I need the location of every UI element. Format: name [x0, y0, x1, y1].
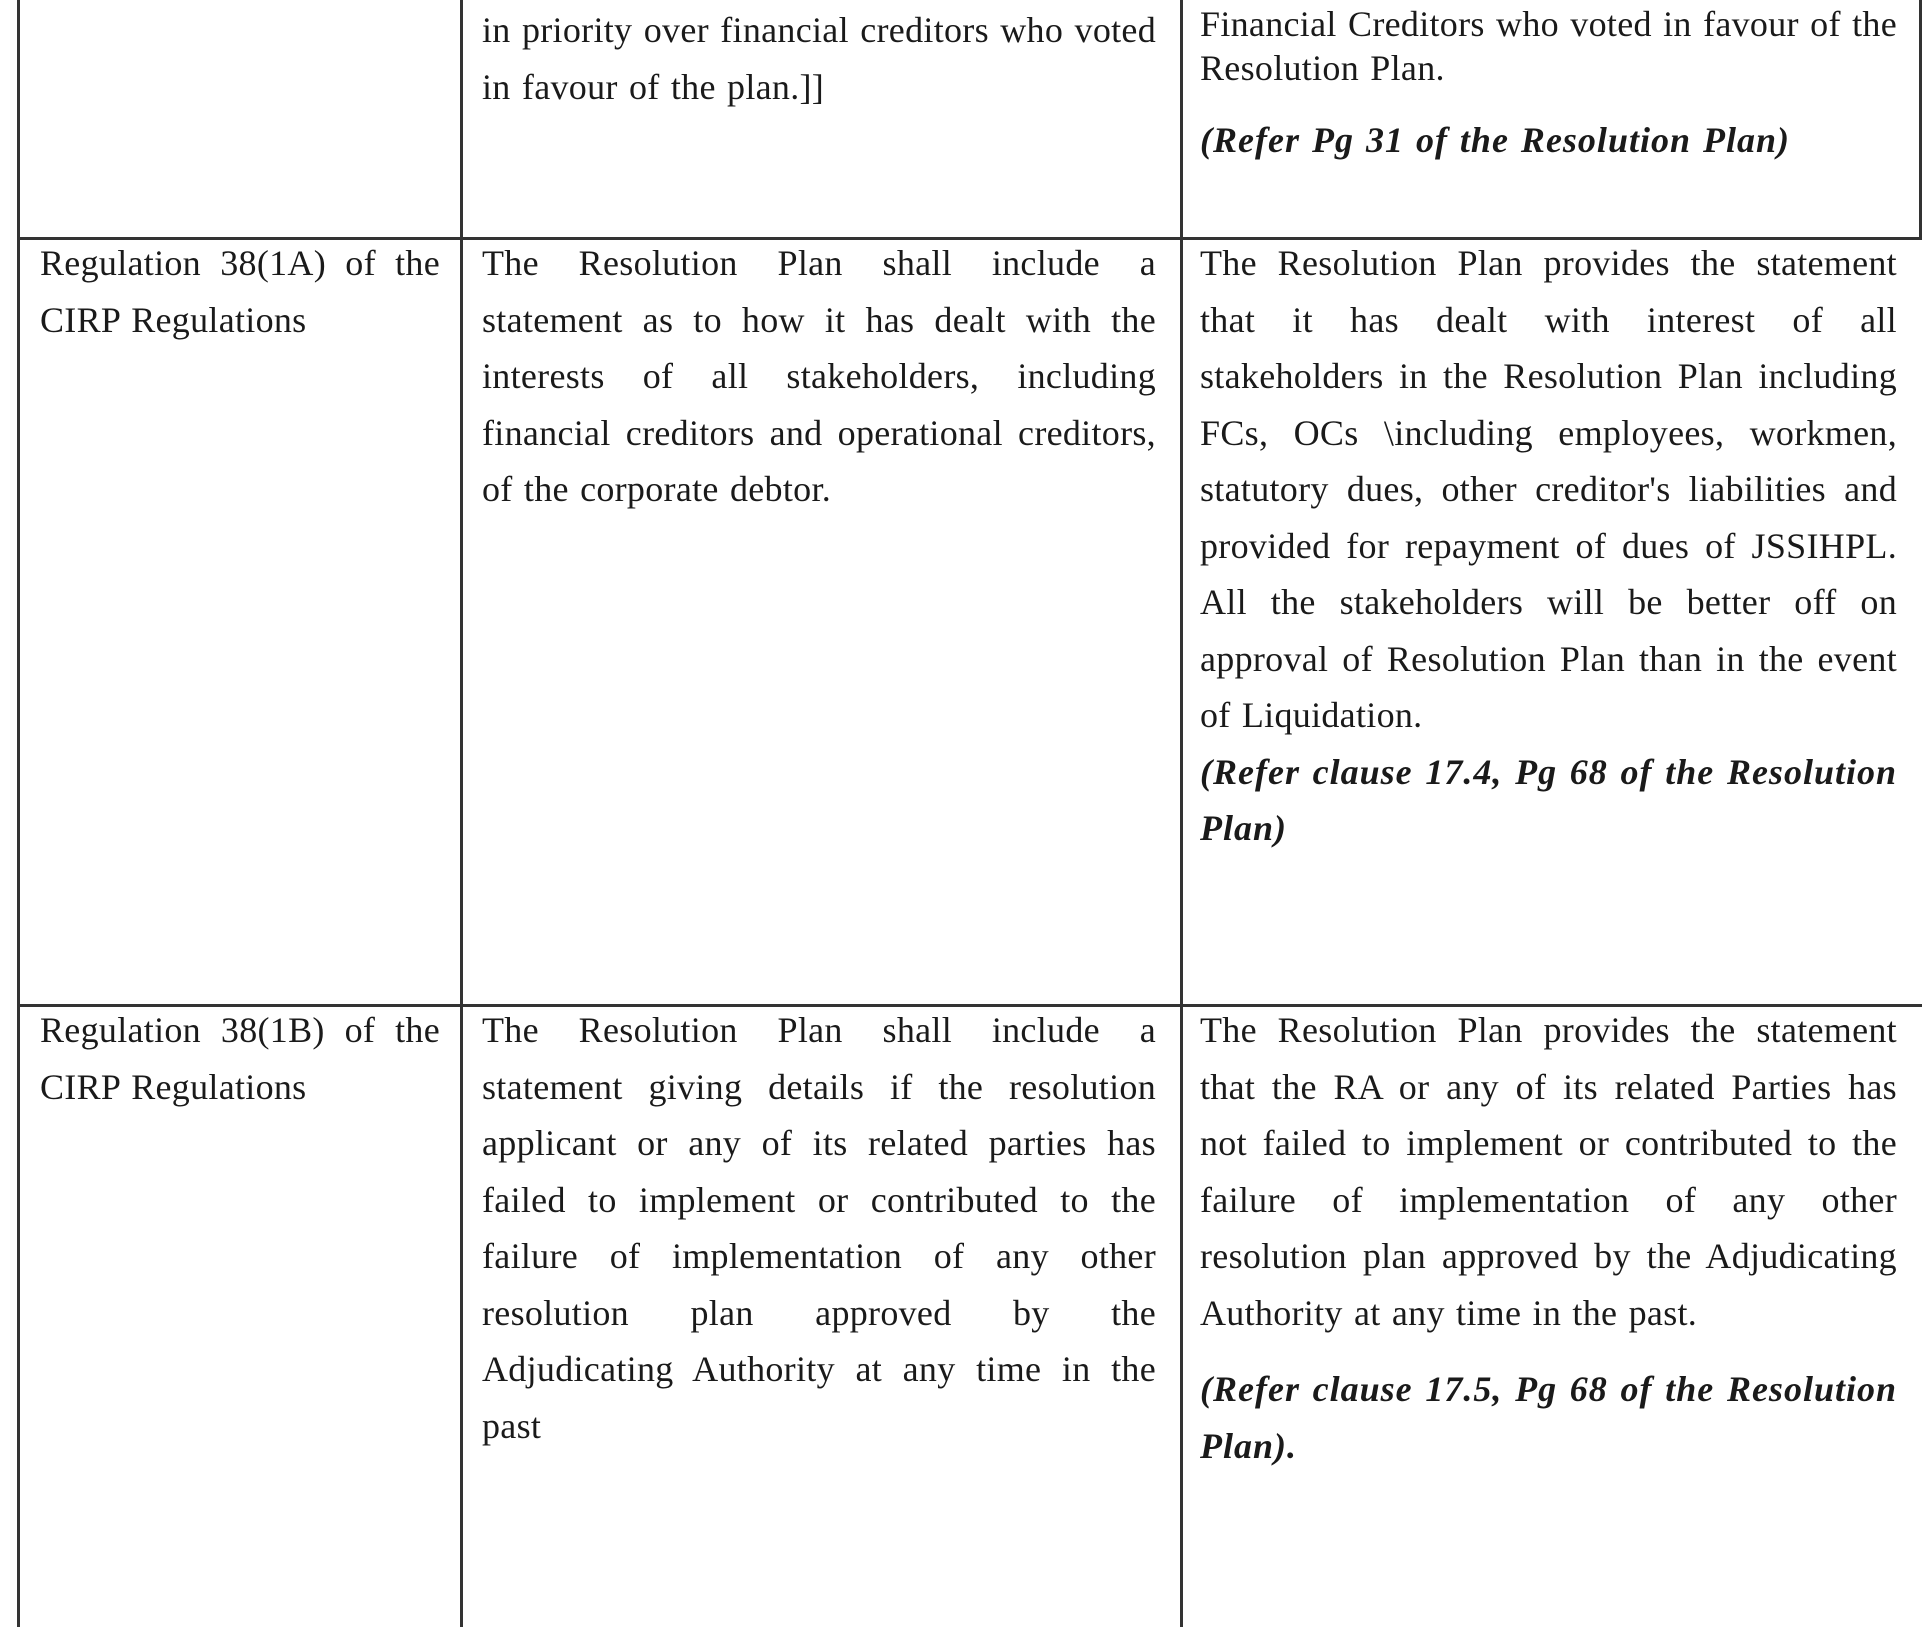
- row3-requirement-text: The Resolution Plan shall include a statement giving details if the resolution applicant or any of its related parties has failed to implement or contributed to the failure of implementation of any other resolution plan approved by the Adjudicating Authority at any time in the past: [482, 1010, 1156, 1446]
- row1-reference-text: (Refer Pg 31 of the Resolution Plan): [1200, 120, 1790, 160]
- row2-regulation-text: Regulation 38(1A) of the CIRP Regulations: [40, 243, 440, 340]
- row1-compliance-text: Financial Creditors who voted in favour of the Resolution Plan.: [1200, 4, 1897, 88]
- row2-regulation-cell: [40, 235, 440, 348]
- row1-compliance-cell: [1200, 2, 1897, 162]
- column-divider-2: [1180, 0, 1183, 1627]
- row2-reference-text: (Refer clause 17.4, Pg 68 of the Resolution Plan): [1200, 751, 1897, 848]
- row3-compliance-text: The Resolution Plan provides the statement that the RA or any of its related Parties has not failed to implement or contributed to the failure of implementation of any other resolution plan approved by the Adjudicating Authority at any time in the past.: [1200, 1010, 1897, 1333]
- row3-regulation-cell: [40, 1002, 440, 1115]
- table-border-right: [1919, 0, 1922, 240]
- row3-compliance-cell: [1200, 1002, 1897, 1474]
- row3-requirement-cell: [482, 1002, 1156, 1454]
- row2-compliance-text: The Resolution Plan provides the statement that it has dealt with interest of all stakeholders in the Resolution Plan including FCs, OCs \including employees, workmen, statutory dues, other creditor's liabilities and provided for repayment of dues of JSSIHPL. All the stakeholders will be better off on approval of Resolution Plan than in the event of Liquidation.: [1200, 243, 1897, 735]
- row2-requirement-text: The Resolution Plan shall include a statement as to how it has dealt with the interests of all stakeholders, including financial creditors and operational creditors, of the corporate debtor.: [482, 243, 1156, 509]
- row2-requirement-cell: [482, 235, 1156, 518]
- column-divider-1: [460, 0, 463, 1627]
- row3-regulation-text: Regulation 38(1B) of the CIRP Regulations: [40, 1010, 440, 1107]
- row1-requirement-text: in priority over financial creditors who voted in favour of the plan.]]: [482, 10, 1156, 107]
- row2-compliance-cell: [1200, 235, 1897, 857]
- table-border-left: [17, 0, 20, 1627]
- row1-requirement-cell: [482, 2, 1156, 115]
- row3-reference-text: (Refer clause 17.5, Pg 68 of the Resolution Plan).: [1200, 1369, 1897, 1466]
